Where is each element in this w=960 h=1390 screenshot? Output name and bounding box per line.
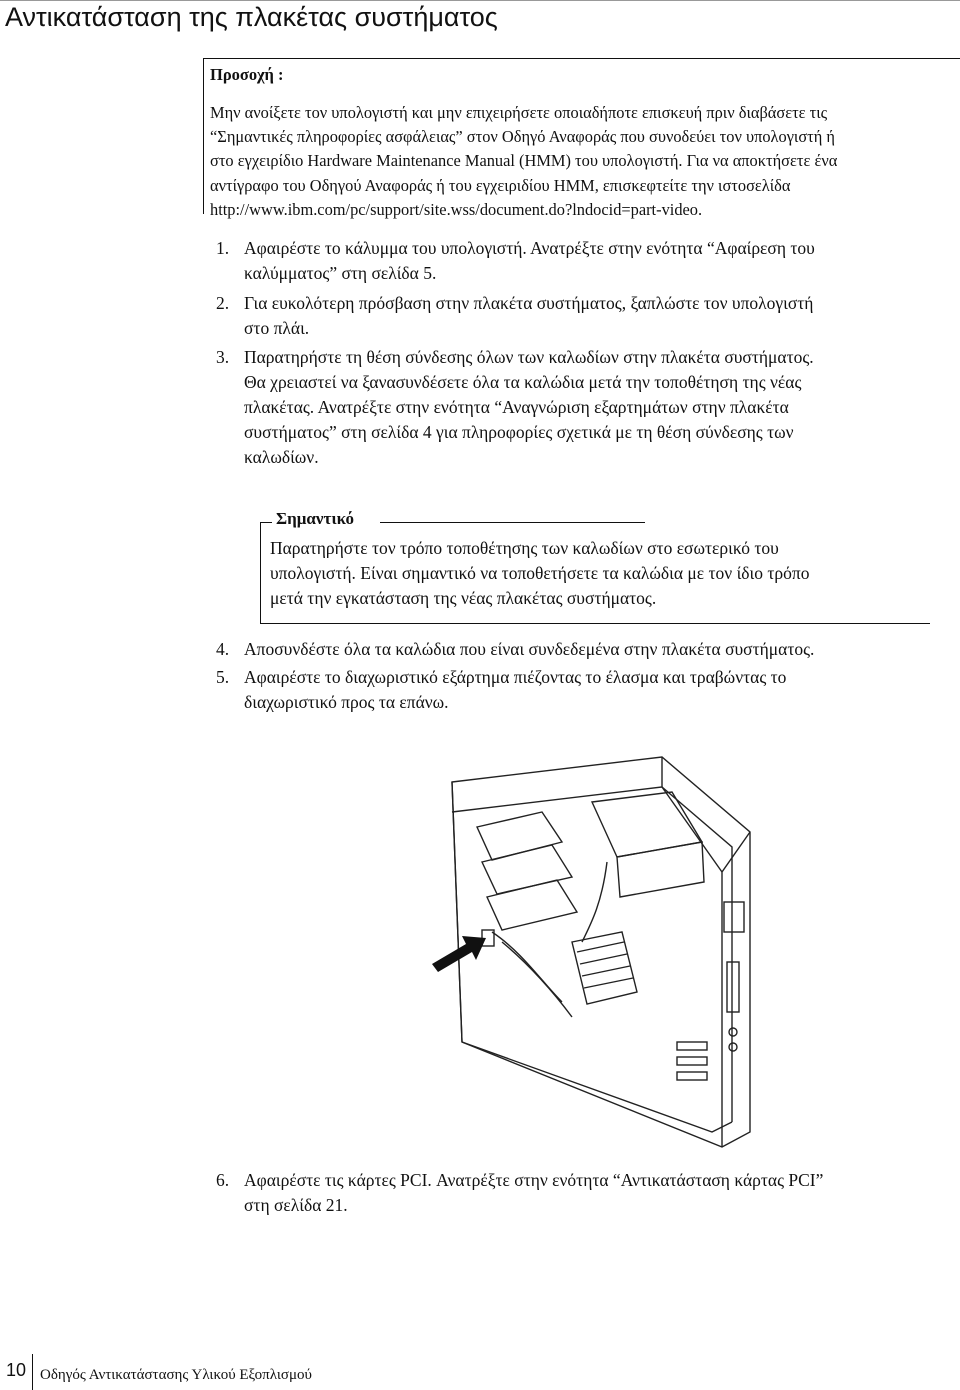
important-text	[270, 536, 940, 611]
caution-line: στο εγχειρίδιο Hardware Maintenance Manual (HMM) του υπολογιστή. Για να αποκτήσετε ένα	[210, 151, 838, 171]
step-line: Θα χρειαστεί να ξανασυνδέσετε όλα τα καλώδια μετά την τοποθέτηση της νέας	[244, 372, 802, 392]
important-border	[260, 623, 930, 624]
page-footer	[0, 1354, 960, 1390]
step-line: διαχωριστικό προς τα επάνω.	[244, 692, 449, 712]
important-border	[380, 522, 645, 523]
footer-text: Οδηγός Αντικατάστασης Υλικού Εξοπλισμού	[40, 1367, 312, 1383]
step-line: Αφαιρέστε το κάλυμμα του υπολογιστή. Ανατρέξτε στην ενότητα “Αφαίρεση του	[244, 238, 815, 258]
caution-line: “Σημαντικές πληροφορίες ασφάλειας” στον Οδηγό Αναφοράς που συνοδεύει τον υπολογιστή ή	[210, 127, 836, 147]
important-line: υπολογιστή. Είναι σημαντικό να τοποθετήσετε τα καλώδια με τον ίδιο τρόπο	[270, 563, 810, 583]
title-rule	[0, 0, 960, 1]
caution-link[interactable]: http://www.ibm.com/pc/support/site.wss/document.do?lndocid=part-video.	[210, 199, 703, 219]
page-title: Αντικατάσταση της πλακέτας συστήματος	[5, 2, 498, 32]
step-line: στο πλάι.	[244, 318, 310, 338]
step-number: 2.	[216, 293, 230, 313]
caution-label: Προσοχή :	[210, 65, 284, 84]
step-line: Αφαιρέστε τις κάρτες PCI. Ανατρέξτε στην ενότητα “Αντικατάσταση κάρτας PCI”	[244, 1170, 824, 1190]
step-number: 5.	[216, 667, 230, 687]
important-border	[260, 522, 261, 624]
step-number: 6.	[216, 1170, 230, 1190]
step-number: 1.	[216, 238, 230, 258]
arrow-icon	[432, 932, 492, 972]
footer-divider	[32, 1354, 33, 1390]
caution-box	[203, 58, 960, 219]
important-box	[260, 509, 940, 624]
step-line: συστήματος” στη σελίδα 4 για πληροφορίες σχετικά με τη θέση σύνδεσης των	[244, 422, 794, 442]
important-line: Παρατηρήστε τον τρόπο τοποθέτησης των καλωδίων στο εσωτερικό του	[270, 538, 779, 558]
step-line: Παρατηρήστε τη θέση σύνδεσης όλων των καλωδίων στην πλακέτα συστήματος.	[244, 347, 814, 367]
step-line: καλύμματος” στη σελίδα 5.	[244, 263, 437, 283]
page-number: 10	[6, 1360, 27, 1380]
important-label: Σημαντικό	[276, 509, 355, 528]
step-line: Για ευκολότερη πρόσβαση στην πλακέτα συστήματος, ξαπλώστε τον υπολογιστή	[244, 293, 814, 313]
important-border	[260, 522, 272, 523]
step-number: 3.	[216, 347, 230, 367]
step-line: Αφαιρέστε το διαχωριστικό εξάρτημα πιέζοντας το έλασμα και τραβώντας το	[244, 667, 787, 687]
important-line: μετά την εγκατάσταση της νέας πλακέτας συστήματος.	[270, 588, 657, 608]
step-line: πλακέτας. Ανατρέξτε στην ενότητα “Αναγνώριση εξαρτημάτων στην πλακέτα	[244, 397, 789, 417]
caution-line: Μην ανοίξετε τον υπολογιστή και μην επιχειρήσετε οποιαδήποτε επισκευή πριν διαβάσετε τις	[210, 103, 828, 122]
caution-line: αντίγραφο του Οδηγού Αναφοράς ή του εγχειριδίου HMM, επισκεφτείτε την ιστοσελίδα	[210, 175, 791, 195]
computer-chassis-illustration	[432, 752, 752, 1152]
step-line: Αποσυνδέστε όλα τα καλώδια που είναι συνδεδεμένα στην πλακέτα συστήματος.	[244, 639, 815, 659]
step-line: καλωδίων.	[244, 447, 319, 467]
step-number: 4.	[216, 639, 230, 659]
caution-text	[210, 101, 955, 222]
step-line: στη σελίδα 21.	[244, 1195, 348, 1215]
